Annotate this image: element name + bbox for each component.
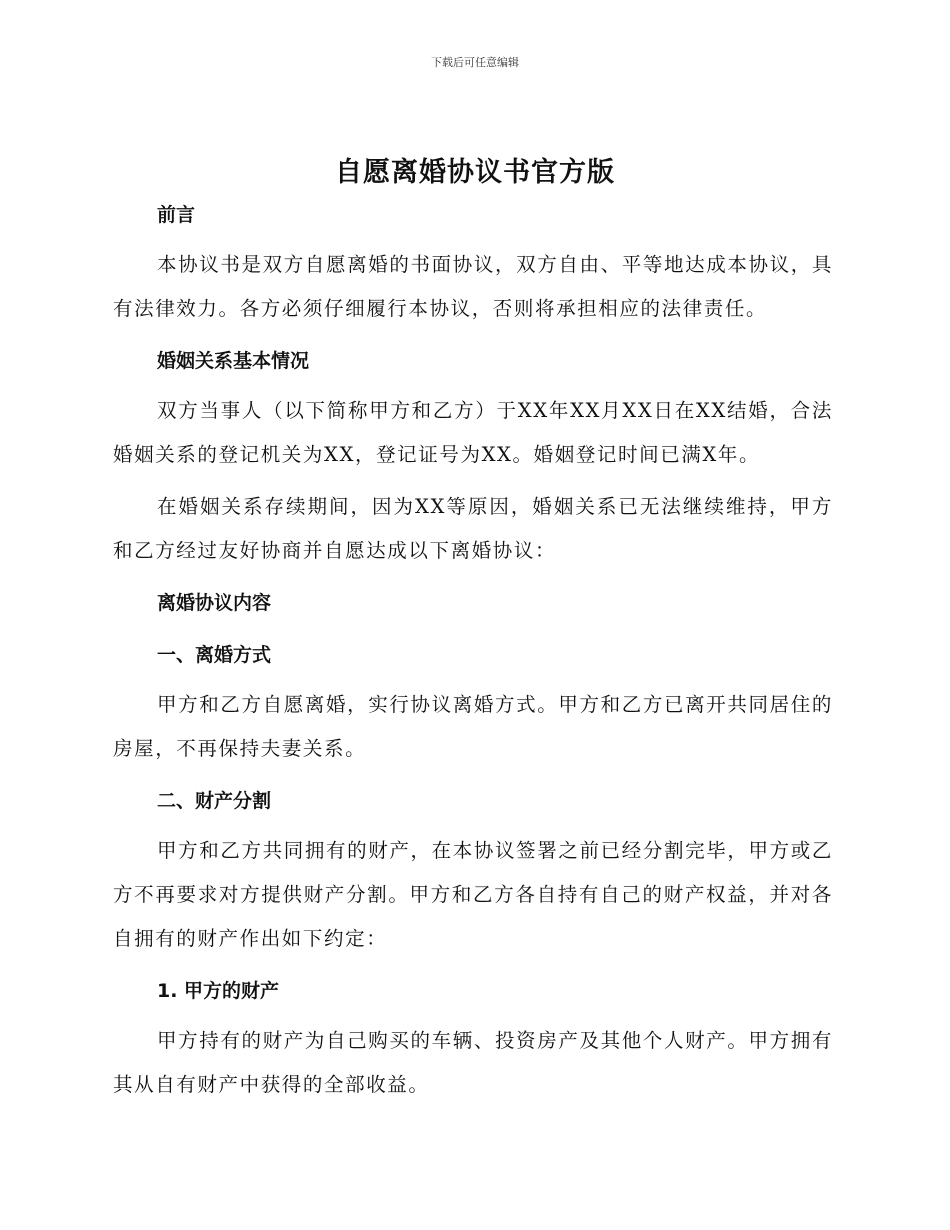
marriage-basic-heading: 婚姻关系基本情况 xyxy=(157,350,310,372)
marriage-basic-paragraph-1: 双方当事人（以下简称甲方和乙方）于XX年XX月XX日在XX结婚，合法婚姻关系的登记机关为XX，登记证号为XX。婚姻登记时间已满X年。 xyxy=(113,399,833,466)
divorce-method-paragraph: 甲方和乙方自愿离婚，实行协议离婚方式。甲方和乙方已离开共同居住的房屋，不再保持夫妻关系。 xyxy=(113,693,833,760)
property-division-heading: 二、财产分割 xyxy=(157,790,272,812)
divorce-method-heading: 一、离婚方式 xyxy=(157,644,272,666)
document-title: 自愿离婚协议书官方版 xyxy=(335,157,615,188)
property-division-paragraph: 甲方和乙方共同拥有的财产，在本协议签署之前已经分割完毕，甲方或乙方不再要求对方提供财产分割。甲方和乙方各自持有自己的财产权益，并对各自拥有的财产作出如下约定： xyxy=(113,839,833,950)
party-a-property-heading: 1. 甲方的财产 xyxy=(157,980,280,1002)
party-a-property-paragraph: 甲方持有的财产为自己购买的车辆、投资房产及其他个人财产。甲方拥有其从自有财产中获得的全部收益。 xyxy=(113,1029,833,1096)
preface-paragraph: 本协议书是双方自愿离婚的书面协议，双方自由、平等地达成本协议，具有法律效力。各方必须仔细履行本协议，否则将承担相应的法律责任。 xyxy=(113,253,833,320)
agreement-content-heading: 离婚协议内容 xyxy=(157,592,272,614)
page-header: 下载后可任意编辑 xyxy=(431,56,519,69)
marriage-basic-paragraph-2: 在婚姻关系存续期间，因为XX等原因，婚姻关系已无法继续维持，甲方和乙方经过友好协商并自愿达成以下离婚协议： xyxy=(113,495,833,562)
preface-heading: 前言 xyxy=(157,204,196,226)
document-body xyxy=(113,195,833,1107)
